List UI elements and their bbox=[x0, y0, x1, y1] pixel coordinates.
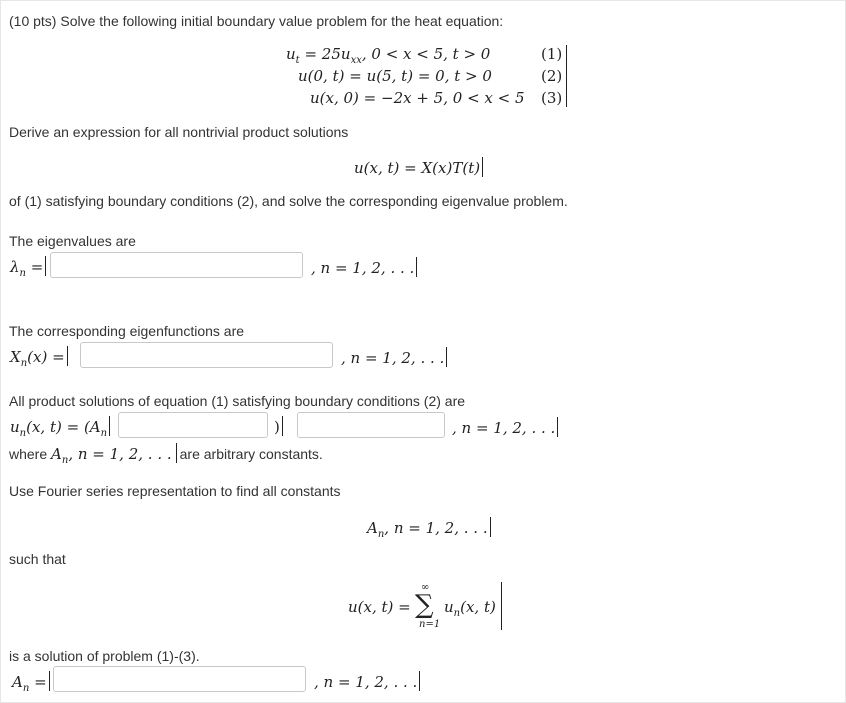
equation-2-number: (2) bbox=[541, 67, 563, 85]
solution-text: is a solution of problem (1)-(3). bbox=[9, 648, 200, 664]
eigenfunction-input[interactable] bbox=[80, 342, 333, 368]
eigenvalue-input[interactable] bbox=[50, 252, 303, 278]
eigenfunction-symbol: $X_n(x)$ = bbox=[10, 346, 68, 373]
series-lhs: u(x, t) = bbox=[348, 598, 411, 616]
eigenvalues-heading: The eigenvalues are bbox=[9, 233, 136, 249]
series-term: $u_n(x$, t) bbox=[444, 598, 496, 619]
constants-an: $A_n$, n = 1, 2, . . . bbox=[367, 517, 491, 544]
equation-divider bbox=[566, 45, 567, 107]
sum-symbol: ∑ bbox=[415, 590, 434, 620]
such-that-text: such that bbox=[9, 551, 66, 567]
product-coefficient-input[interactable] bbox=[118, 412, 268, 438]
sum-upper-limit: ∞ bbox=[421, 582, 430, 593]
product-close-paren: ) bbox=[274, 416, 283, 436]
fourier-heading: Use Fourier series representation to find all constants bbox=[9, 483, 341, 499]
an-range: , n = 1, 2, . . . bbox=[314, 671, 420, 691]
eigenvalue-range: , n = 1, 2, . . . bbox=[311, 257, 417, 277]
problem-intro: (10 pts) Solve the following initial boundary value problem for the heat equation: bbox=[9, 13, 504, 29]
equation-3-number: (3) bbox=[541, 89, 563, 107]
an-symbol: $A_n$ = bbox=[12, 671, 50, 698]
an-input[interactable] bbox=[53, 666, 306, 692]
eigenfunctions-heading: The corresponding eigenfunctions are bbox=[9, 323, 245, 339]
eigenvalue-symbol: $\lambda_n$ = bbox=[10, 256, 46, 283]
equation-3: u(x, 0) = −2x + 5, 0 < x < 5 bbox=[310, 89, 525, 107]
product-function-input[interactable] bbox=[297, 412, 445, 438]
eigenfunction-range: , n = 1, 2, . . . bbox=[341, 347, 447, 367]
equation-1: $u_t = 25u_{xx}$, 0 < x < 5, t > 0 bbox=[286, 45, 491, 66]
where-text: where $A_n$, n = 1, 2, . . . are arbitrary constants. bbox=[9, 445, 323, 466]
product-lhs: $u_n(x$, $t) = (A_n$ bbox=[10, 416, 110, 443]
sum-lower-limit: n=1 bbox=[419, 619, 441, 630]
equation-2: u(0, t) = u(5, t) = 0, t > 0 bbox=[298, 67, 492, 85]
equation-1-number: (1) bbox=[541, 45, 563, 63]
product-form: u(x, t) = X(x)T(t) bbox=[354, 157, 483, 177]
series-divider bbox=[501, 582, 502, 630]
derive-text: Derive an expression for all nontrivial product solutions bbox=[9, 124, 349, 140]
product-heading: All product solutions of equation (1) satisfying boundary conditions (2) are bbox=[9, 393, 466, 409]
product-range: , n = 1, 2, . . . bbox=[452, 417, 558, 437]
satisfy-text: of (1) satisfying boundary conditions (2), and solve the corresponding eigenvalue problem. bbox=[9, 193, 568, 209]
